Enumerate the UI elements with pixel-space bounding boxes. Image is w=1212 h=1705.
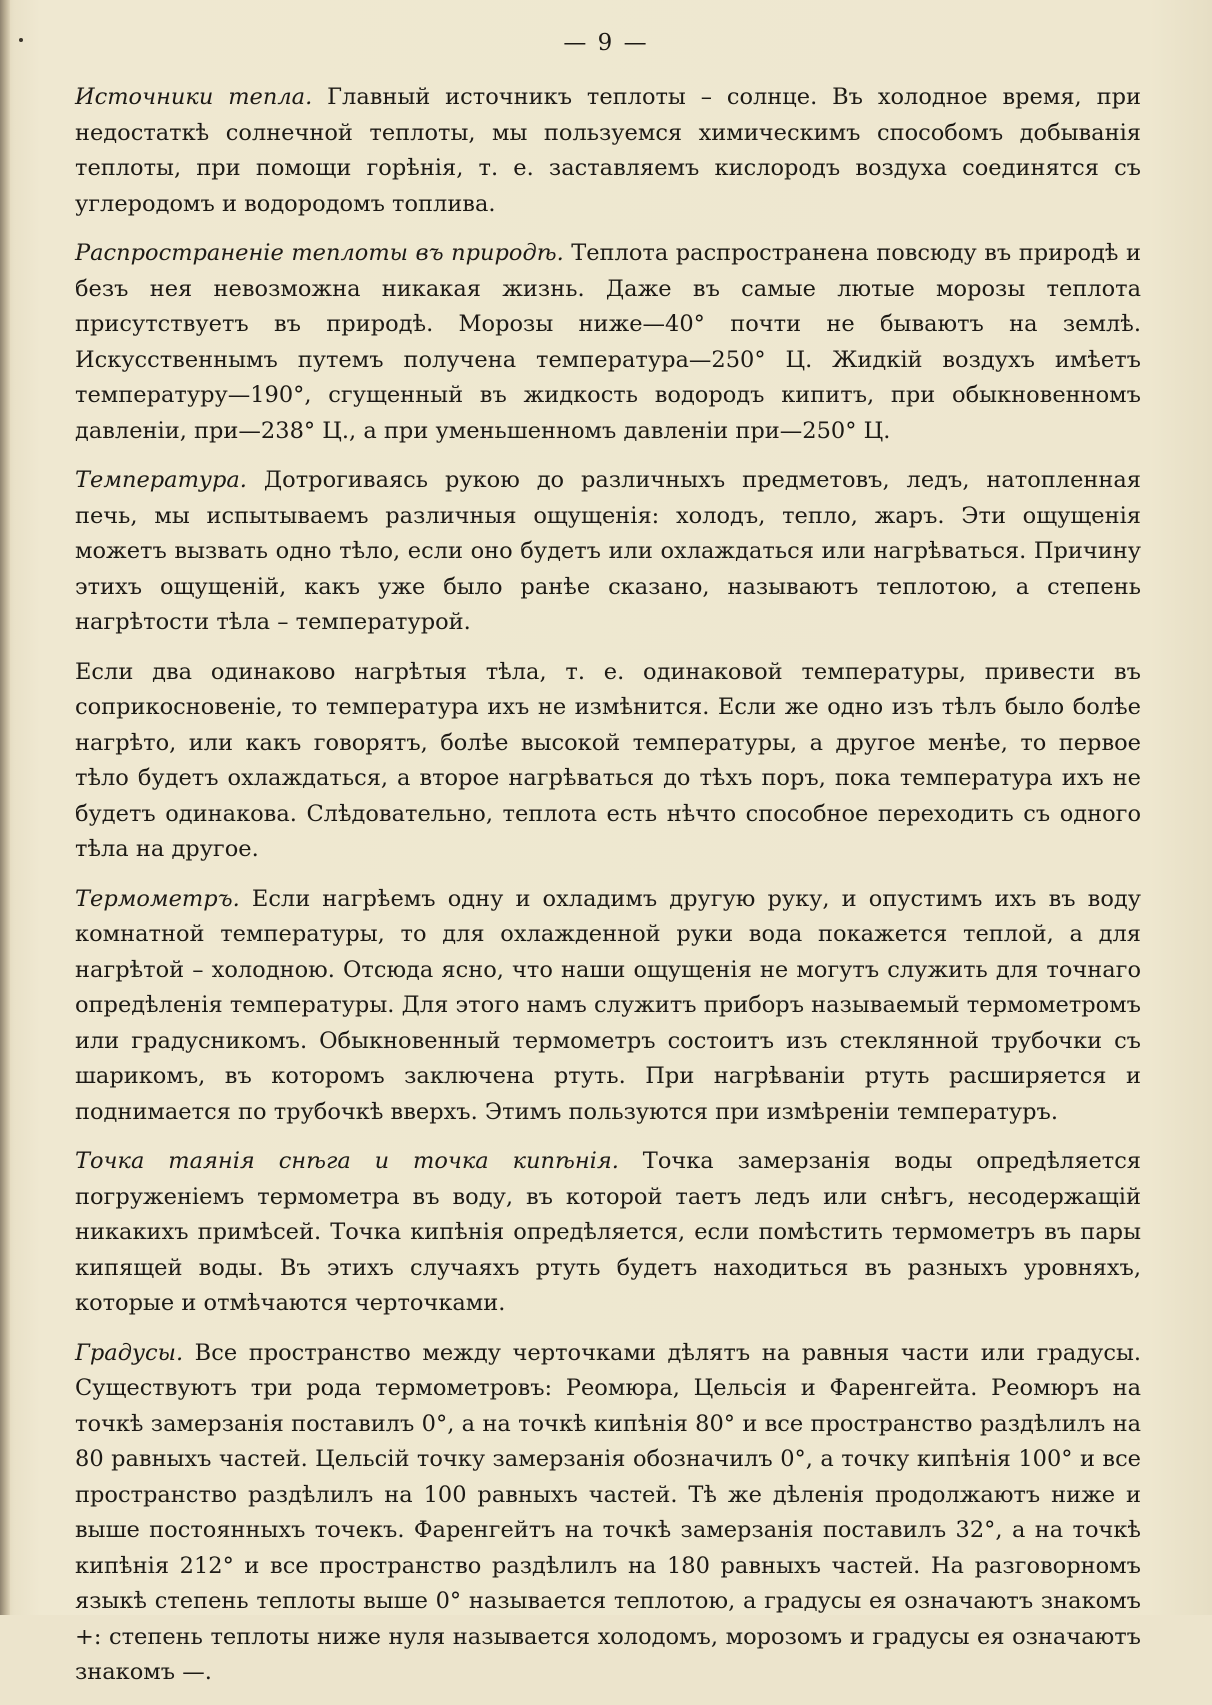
paragraph-heat-distribution bbox=[75, 236, 1141, 449]
page-number: — 9 — bbox=[563, 30, 649, 56]
paragraph-temperature bbox=[75, 463, 1141, 641]
heading-degrees: Градусы. bbox=[75, 1339, 184, 1366]
paragraph-degrees bbox=[75, 1336, 1141, 1691]
paragraph-text: Дотрогиваясь рукою до различныхъ предметовъ, ледъ, натопленная печь, мы испытываемъ различныя ощущенія: холодъ, тепло, жаръ. Эти ощущенія можетъ вызвать одно тѣло, если оно будетъ или охлаждаться или нагрѣваться. Причину этихъ ощущеній, какъ уже было ранѣе сказано, называютъ теплотою, а степень нагрѣтости тѣла – температурой. bbox=[75, 467, 1141, 635]
text-body bbox=[75, 80, 1141, 1705]
paragraph-thermometer bbox=[75, 882, 1141, 1131]
heading-melting-boiling-points: Точка таянія снѣга и точка кипѣнія. bbox=[75, 1148, 619, 1174]
heading-heat-sources: Источники тепла. bbox=[75, 84, 313, 110]
binding-edge bbox=[0, 0, 10, 1615]
paragraph-text: Все пространство между черточками дѣлятъ на равныя части или градусы. Существуютъ три рода термометровъ: Реомюра, Цельсія и Фаренгейта. Реомюръ на точкѣ замерзанія поставилъ 0°, а на точкѣ кипѣнія 80° и все пространство раздѣлилъ на 80 равныхъ частей. Цельсій точку замерзанія обозначилъ 0°, а точку кипѣнія 100° и все пространство раздѣлилъ на 100 равныхъ частей. Тѣ же дѣленія продолжаютъ ниже и выше постоянныхъ точекъ. Фаренгейтъ на точкѣ замерзанія поставилъ 32°, а на точкѣ кипѣнія 212° и все пространство раздѣлилъ на 180 равныхъ частей. На разговорномъ языкѣ степень теплоты выше 0° называется теплотою, а градусы ея означаютъ знакомъ +: степень теплоты ниже нуля называется холодомъ, морозомъ и градусы ея означаютъ знакомъ —. bbox=[75, 1339, 1141, 1685]
paragraph-heat-transfer bbox=[75, 655, 1141, 868]
heading-thermometer: Термометръ. bbox=[75, 885, 240, 912]
paragraph-text: Если нагрѣемъ одну и охладимъ другую руку, и опустимъ ихъ въ воду комнатной температуры, то для охлажденной руки вода покажется теплой, а для нагрѣтой – холодною. Отсюда ясно, что наши ощущенія не могутъ служить для точнаго опредѣленія температуры. Для этого намъ служитъ приборъ называемый термометромъ или градусникомъ. Обыкновенный термометръ состоитъ изъ стеклянной трубочки съ шарикомъ, въ которомъ заключена ртуть. При нагрѣваніи ртуть расширяется и поднимается по трубочкѣ вверхъ. Этимъ пользуются при измѣреніи температуръ. bbox=[75, 885, 1141, 1125]
paragraph-melting-boiling-points bbox=[75, 1144, 1141, 1322]
paragraph-text: Если два одинаково нагрѣтыя тѣла, т. е. одинаковой температуры, привести въ соприкосновеніе, то температура ихъ не измѣнится. Если же одно изъ тѣлъ было болѣе нагрѣто, или какъ говорятъ, болѣе высокой температуры, а другое менѣе, то первое тѣло будетъ охлаждаться, а второе нагрѣваться до тѣхъ поръ, пока температура ихъ не будетъ одинакова. Слѣдовательно, теплота есть нѣчто способное переходить съ одного тѣла на другое. bbox=[75, 658, 1141, 862]
heading-temperature: Температура. bbox=[75, 467, 247, 493]
paragraph-text: Точка замерзанія воды опредѣляется погруженіемъ термометра въ воду, въ которой таетъ ледъ или снѣгъ, несодержащій никакихъ примѣсей. Точка кипѣнія опредѣляется, если помѣстить термометръ въ пары кипящей воды. Въ этихъ случаяхъ ртуть будетъ находиться въ разныхъ уровняхъ, которые и отмѣчаются черточками. bbox=[75, 1148, 1142, 1316]
paragraph-text: Теплота распространена повсюду въ природѣ и безъ нея невозможна никакая жизнь. Даже въ самые лютые морозы теплота присутствуетъ въ природѣ. Морозы ниже—40° почти не бываютъ на землѣ. Искусственнымъ путемъ получена температура—250° Ц. Жидкій воздухъ имѣетъ температуру—190°, сгущенный въ жидкость водородъ кипитъ, при обыкновенномъ давленіи, при—238° Ц., а при уменьшенномъ давленіи при—250° Ц. bbox=[75, 240, 1141, 444]
heading-heat-distribution: Распространеніе теплоты въ природѣ. bbox=[75, 240, 564, 266]
paragraph-heat-sources bbox=[75, 80, 1141, 222]
paragraph-text: Главный источникъ теплоты – солнце. Въ холодное время, при недостаткѣ солнечной теплоты, мы пользуемся химическимъ способомъ добыванія теплоты, при помощи горѣнія, т. е. заставляемъ кислородъ воздуха соединятся съ углеродомъ и водородомъ топлива. bbox=[75, 84, 1141, 217]
